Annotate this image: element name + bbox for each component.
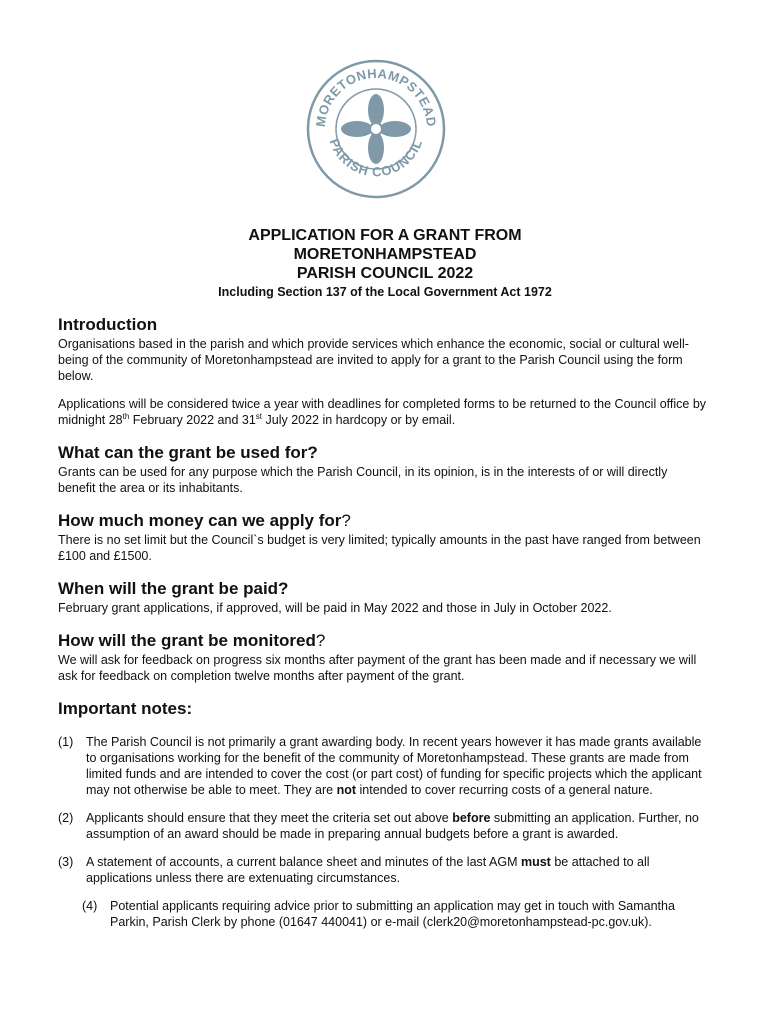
note-item-3: (3) A statement of accounts, a current balance sheet and minutes of the last AGM must be attached to all applications unless there are extenuating circumstances. (58, 855, 650, 885)
used-for-heading: What can the grant be used for? (58, 443, 318, 462)
monitored-text: We will ask for feedback on progress six months after payment of the grant has been made and if necessary we will ask for feedback on completion twelve months after payment of the grant. (58, 653, 697, 683)
flower-icon (341, 94, 411, 164)
how-much-heading: How much money can we apply for? (58, 511, 351, 530)
when-paid-text: February grant applications, if approved, will be paid in May 2022 and those in July in October 2022. (58, 601, 612, 615)
logo-bottom-text: PARISH COUNCIL (326, 136, 426, 180)
used-for-text: Grants can be used for any purpose which the Parish Council, in its opinion, is in the interests of or will directly benefit the area or its inhabitants. (58, 465, 668, 495)
document-body (58, 314, 708, 942)
title-line-1: APPLICATION FOR A GRANT FROM (248, 227, 522, 244)
parish-council-logo (305, 58, 447, 200)
title-line-3: PARISH COUNCIL 2022 (296, 265, 474, 282)
notes-list (58, 734, 708, 930)
intro-paragraph-2: Applications will be considered twice a year with deadlines for completed forms to be returned to the Council office by midnight 28th February 2022 and 31st July 2022 in hardcopy or by email. (58, 397, 707, 427)
document-subtitle: Including Section 137 of the Local Government Act 1972 (218, 285, 552, 299)
when-paid-heading: When will the grant be paid? (58, 579, 289, 598)
monitored-heading: How will the grant be monitored? (58, 631, 326, 650)
logo-top-text: MORETONHAMPSTEAD (312, 65, 440, 128)
note-item-1: (1) The Parish Council is not primarily a grant awarding body. In recent years however it has made grants available to organisations working for the benefit of the community of Moretonhampstead. These grants are made from limited funds and are intended to cover the cost (or part cost) of funding for specific projects which the applicant may not otherwise be able to meet. They are not intended to cover recurring costs of a general nature. (58, 735, 702, 797)
how-much-text: There is no set limit but the Council`s budget is very limited; typically amounts in the past have ranged from between £100 and £1500. (58, 533, 701, 563)
notes-heading: Important notes: (58, 699, 193, 718)
note-item-4: (4) Potential applicants requiring advice prior to submitting an application may get in touch with Samantha Parkin, Parish Clerk by phone (01647 440041) or e-mail (clerk20@moretonhampstead-pc.gov.uk). (82, 899, 675, 929)
intro-heading: Introduction (58, 315, 158, 334)
intro-paragraph-1: Organisations based in the parish and which provide services which enhance the economic, social or cultural well-being of the community of Moretonhampstead are invited to apply for a grant to the Parish Council using the form below. (58, 337, 689, 383)
title-line-2: MORETONHAMPSTEAD (293, 246, 477, 263)
note-item-2: (2) Applicants should ensure that they meet the criteria set out above before submitting an application. Further, no assumption of an award should be made in preparing annual budgets before a grant is awarded. (58, 811, 699, 841)
document-title (0, 226, 770, 283)
